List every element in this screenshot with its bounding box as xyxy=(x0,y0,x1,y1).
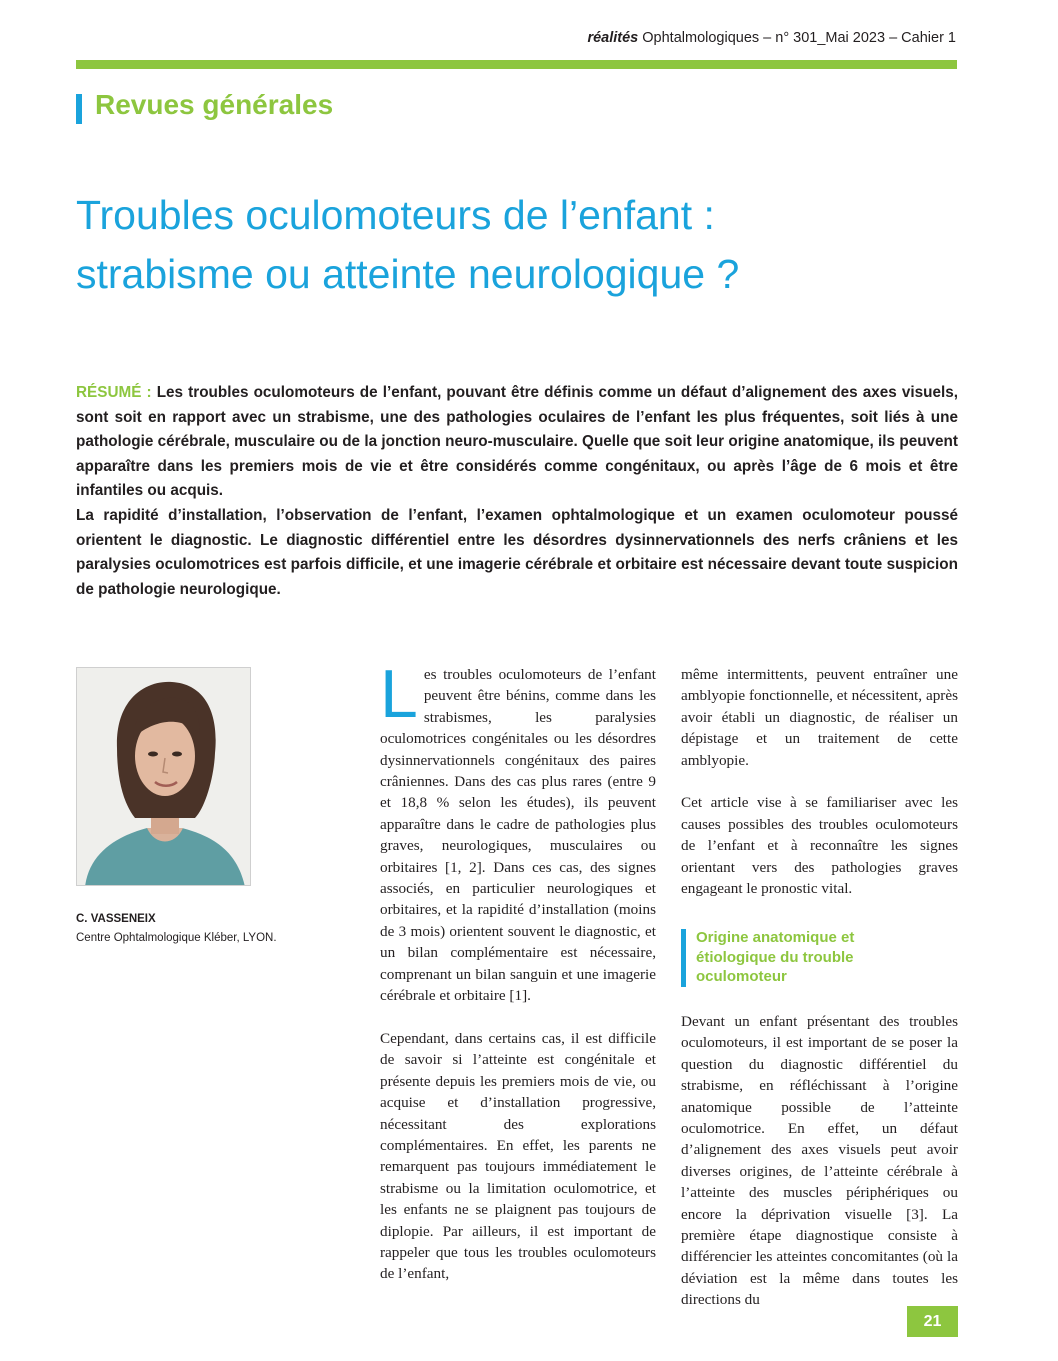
author-portrait-image xyxy=(77,668,251,886)
header-rule xyxy=(76,60,957,69)
page-number: 21 xyxy=(907,1306,958,1337)
abstract-label: RÉSUMÉ : xyxy=(76,384,152,401)
abstract xyxy=(76,381,958,602)
body-paragraph: Cet article vise à se familiariser avec les causes possibles des troubles oculomoteurs de l’enfant et à reconnaître les signes orientant vers des pathologies graves engageant le pronostic vital. xyxy=(681,794,958,898)
body-paragraph: même intermittents, peuvent entraîner une amblyopie fonctionnelle, et nécessitent, après avoir établi un diagnostic, de réaliser un dépistage et un traitement de cette amblyopie. xyxy=(681,666,958,769)
author-name: C. VASSENEIX xyxy=(76,913,156,925)
title-line-2: strabisme ou atteinte neurologique ? xyxy=(76,251,740,297)
section-marker xyxy=(76,94,82,124)
body-paragraph: Les troubles oculomoteurs de l’enfant peuvent être bénins, comme dans les strabismes, les paralysies oculomotrices congénitales ou les désordres dysinnervationnels congénitaux des paires crâniennes. Dans des cas plus rares (entre 9 et 18,8 % selon les études), ils peuvent apparaître dans le cadre de pathologies plus graves, neurologiques, musculaires ou orbitaires [1, 2]. Dans ces cas, des signes associés, en particulier neurologiques et orbitaires, et la rapidité d’installation (moins de 3 mois) orientent souvent le diagnostic, et un bilan complémentaire est nécessaire, comprenant un bilan sanguin et une imagerie cérébrale et orbitaire [1]. xyxy=(380,656,656,1005)
author-affiliation: Centre Ophtalmologique Kléber, LYON. xyxy=(76,932,277,944)
title-line-1: Troubles oculomoteurs de l’enfant : xyxy=(76,192,715,238)
article-title xyxy=(76,186,956,304)
subheading: Origine anatomique et étiologique du trouble oculomoteur xyxy=(696,929,855,985)
abstract-paragraph-2: La rapidité d’installation, l’observation de l’enfant, l’examen ophtalmologique et un examen oculomoteur poussé orientent le diagnostic. Le diagnostic différentiel entre les désordres dysinnervationnels des nerfs crâniens et les paralysies oculomotrices est parfois difficile, et une imagerie cérébrale et orbitaire est nécessaire devant toute suspicion de pathologie neurologique. xyxy=(76,506,958,598)
running-head xyxy=(587,30,956,46)
author-photo xyxy=(76,667,251,886)
drop-cap: L xyxy=(380,656,418,732)
body-column-2 xyxy=(681,664,958,921)
body-paragraph: Devant un enfant présentant des troubles oculomoteurs, il est important de se poser la question du diagnostic différentiel du strabisme, en réfléchissant à l’origine anatomique possible de l’atteinte oculomotrice. En effet, un défaut d’alignement des axes visuels peut avoir diverses origines, de l’atteinte cérébrale à l’atteinte des muscles périphériques ou encore la déprivation visuelle [3]. La première étape diagnostique consiste à différencier les atteintes concomitantes (où la déviation est la même dans toutes les directions du xyxy=(681,1013,958,1309)
body-column-2-continued xyxy=(681,1011,958,1332)
body-paragraph: Cependant, dans certains cas, il est difficile de savoir si l’atteinte est congénitale et présente depuis les premiers mois de vie, ou acquise et d’installation progressive, nécessitant des explorations complémentaires. En effet, les parents ne remarquent pas toujours immédiatement le strabisme ou la limitation oculomotrice, et les enfants ne se plaignent pas toujours de diplopie. Par ailleurs, il est important de rappeler que tous les troubles oculomoteurs de l’enfant, xyxy=(380,1029,656,1283)
section-title: Revues générales xyxy=(95,89,334,120)
journal-brand: réalités xyxy=(587,30,639,46)
abstract-paragraph-1: RÉSUMÉ : Les troubles oculomoteurs de l’enfant, pouvant être définis comme un défaut d’alignement des axes visuels, sont soit en rapport avec un strabisme, une des pathologies oculaires de l’enfant les plus fréquentes, soit liés à une pathologie cérébrale, musculaire ou de la jonction neuro-musculaire. Quelle que soit leur origine anatomique, ils peuvent apparaître dans les premiers mois de vie et être considérés comme congénitaux, ou après l’âge de 6 mois et être infantiles ou acquis. xyxy=(76,384,958,500)
issue-info: Ophtalmologiques – n° 301_Mai 2023 – Cahier 1 xyxy=(638,30,956,46)
body-column-1 xyxy=(380,656,656,1306)
subheading-marker xyxy=(681,929,686,987)
